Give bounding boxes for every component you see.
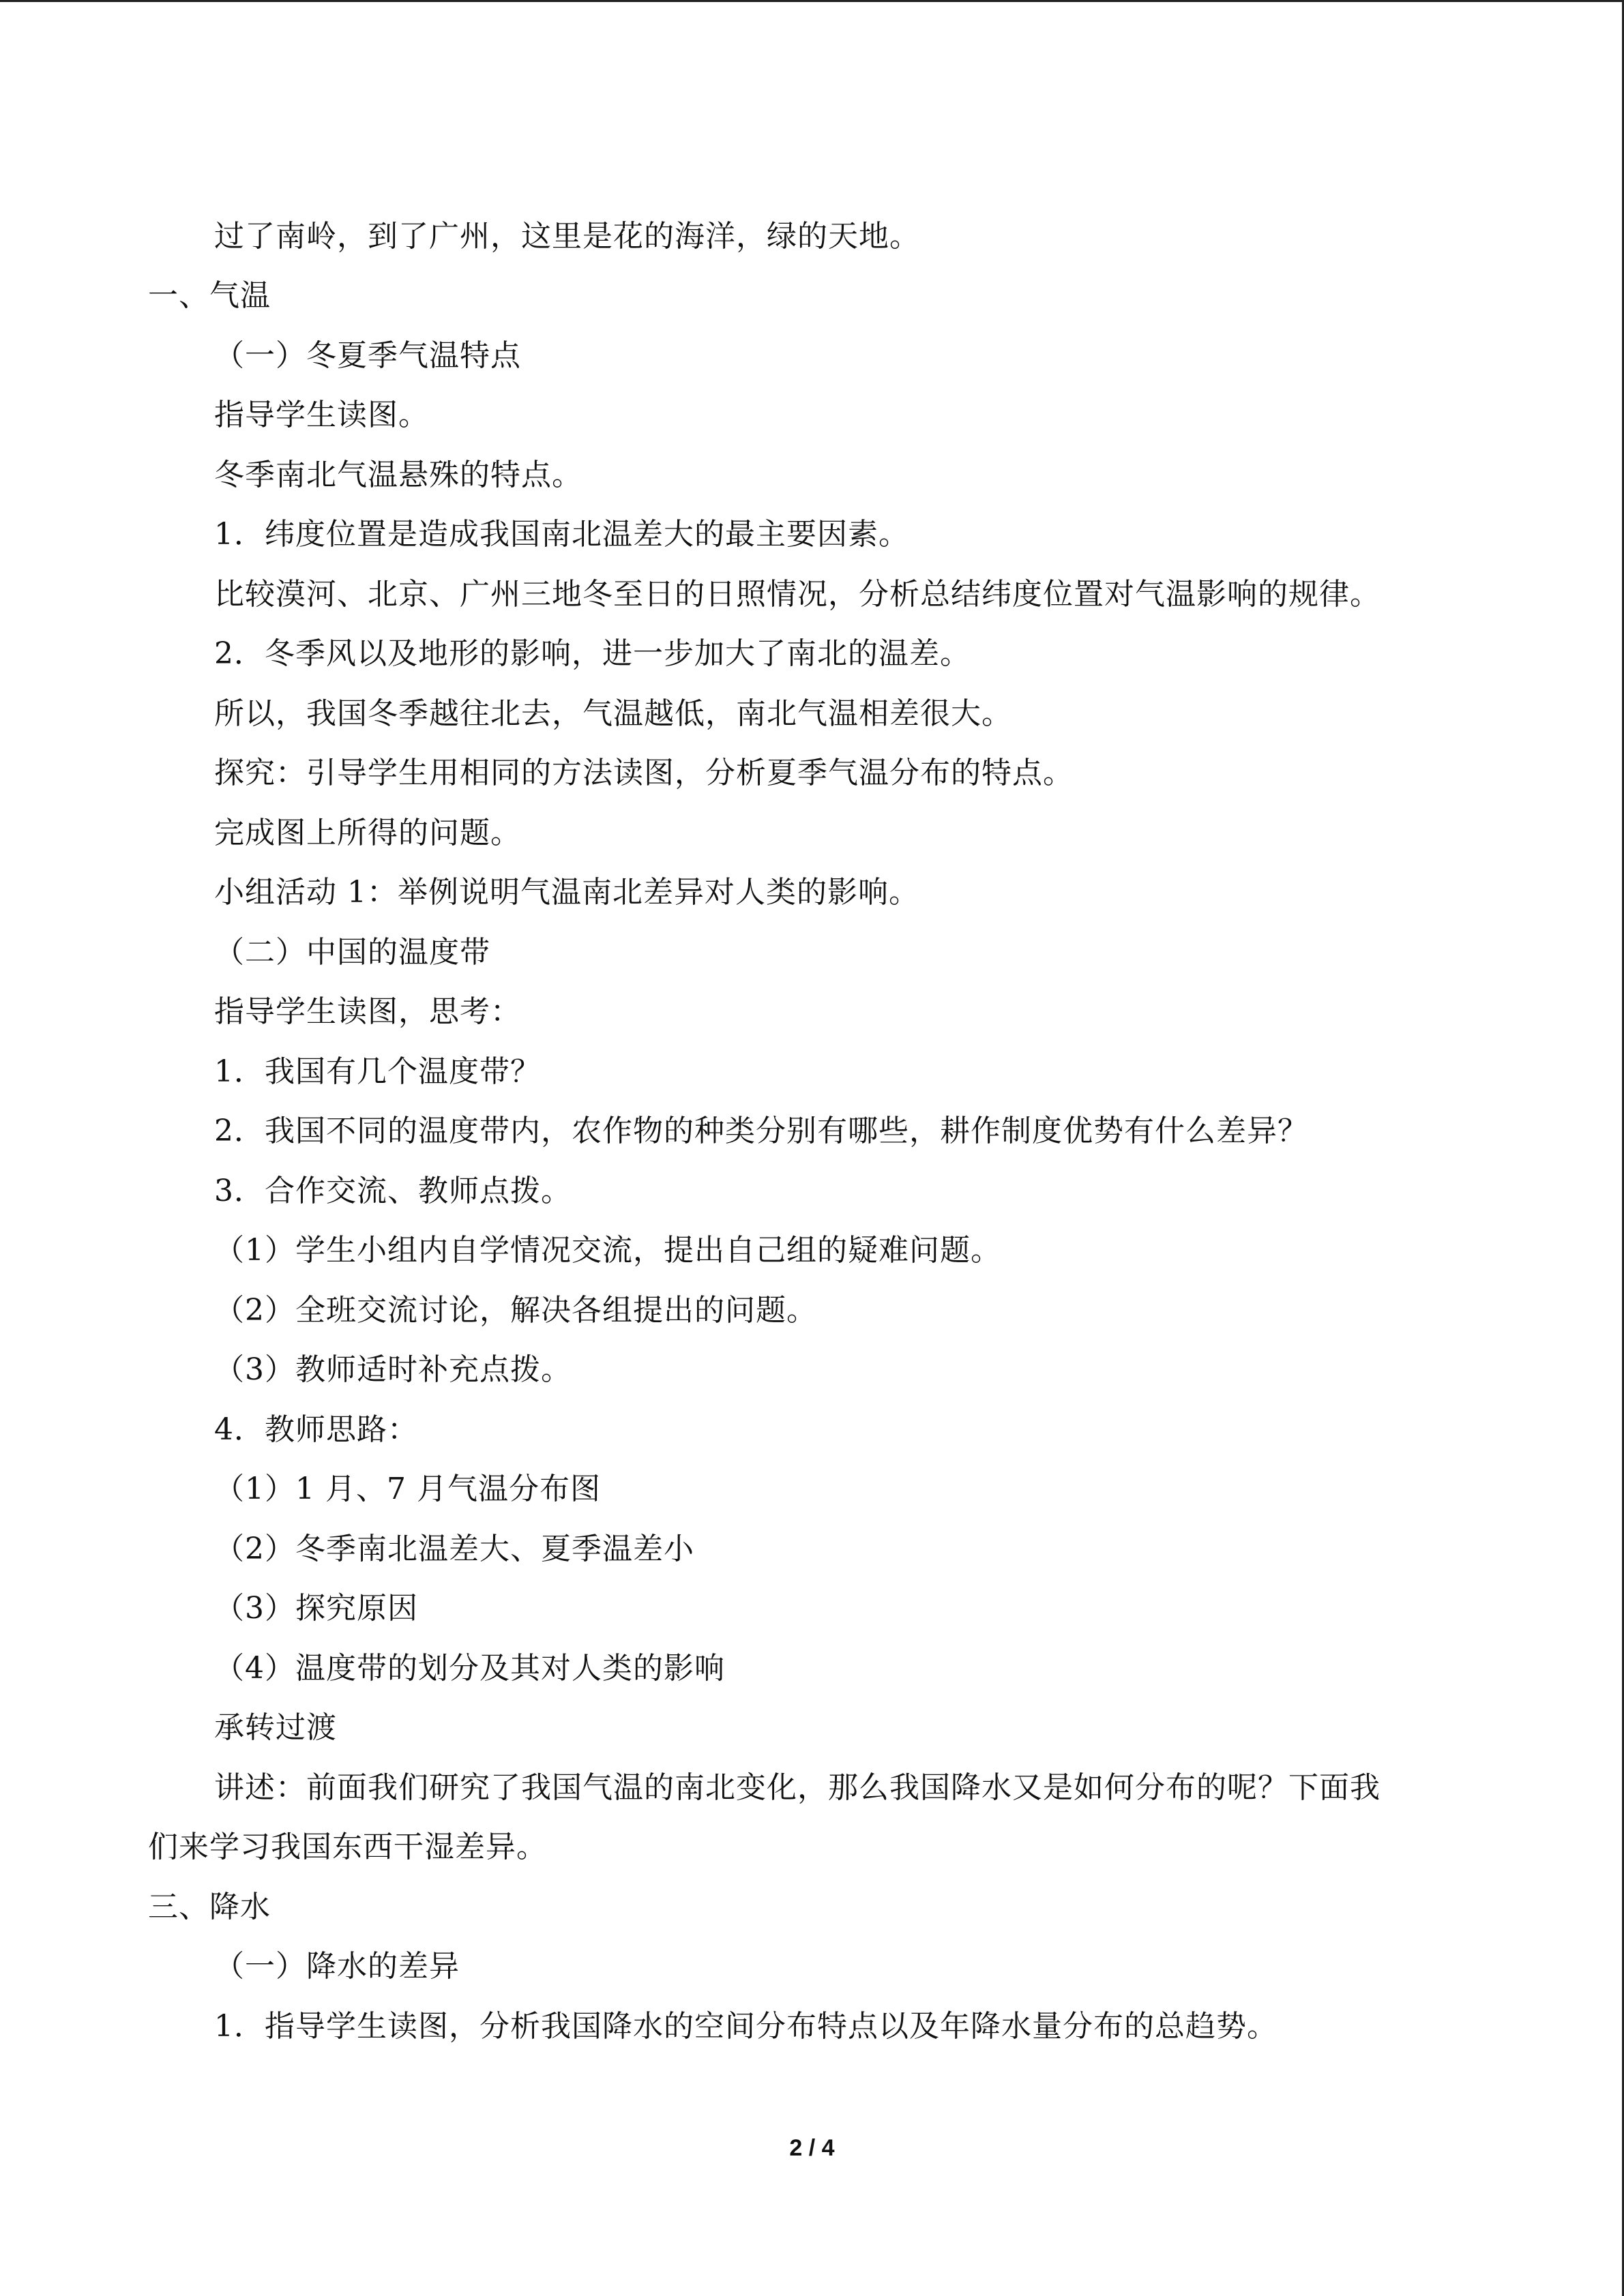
numbered-item: 1．指导学生读图，分析我国降水的空间分布特点以及年降水量分布的总趋势。 <box>214 2009 1278 2044</box>
paragraph-line: 小组活动 1：举例说明气温南北差异对人类的影响。 <box>214 875 919 910</box>
paragraph-line: 讲述：前面我们研究了我国气温的南北变化，那么我国降水又是如何分布的呢？下面我 <box>214 1770 1381 1805</box>
sub-item: （1）1 月、7 月气温分布图 <box>214 1472 601 1506</box>
sub-item: （1）学生小组内自学情况交流，提出自己组的疑难问题。 <box>214 1233 1001 1268</box>
numbered-item: 1．纬度位置是造成我国南北温差大的最主要因素。 <box>214 517 909 552</box>
numbered-item: 2．冬季风以及地形的影响，进一步加大了南北的温差。 <box>214 636 971 671</box>
sub-item: （4）温度带的划分及其对人类的影响 <box>214 1651 725 1686</box>
paragraph-line: 探究：引导学生用相同的方法读图，分析夏季气温分布的特点。 <box>214 756 1074 790</box>
sub-item: （2）冬季南北温差大、夏季温差小 <box>214 1532 694 1566</box>
page-border-top <box>0 0 1624 2</box>
paragraph-line: 冬季南北气温悬殊的特点。 <box>214 458 582 492</box>
subsection-heading: （一）冬夏季气温特点 <box>214 338 521 373</box>
paragraph-line: 所以，我国冬季越往北去，气温越低，南北气温相差很大。 <box>214 696 1012 731</box>
section-heading: 一、气温 <box>148 278 271 313</box>
paragraph-line: 指导学生读图，思考： <box>214 994 521 1029</box>
paragraph-line: 过了南岭，到了广州，这里是花的海洋，绿的天地。 <box>214 219 920 254</box>
paragraph-line: 比较漠河、北京、广州三地冬至日的日照情况，分析总结纬度位置对气温影响的规律。 <box>214 577 1381 612</box>
paragraph-line: 完成图上所得的问题。 <box>214 816 521 850</box>
numbered-item: 1．我国有几个温度带？ <box>214 1054 541 1089</box>
subsection-heading: （一）降水的差异 <box>214 1949 460 1984</box>
numbered-item: 3．合作交流、教师点拨。 <box>214 1174 572 1208</box>
numbered-item: 2．我国不同的温度带内，农作物的种类分别有哪些，耕作制度优势有什么差异？ <box>214 1114 1308 1148</box>
paragraph-line: 们来学习我国东西干湿差异。 <box>148 1830 547 1864</box>
sub-item: （3）探究原因 <box>214 1591 418 1626</box>
sub-item: （2）全班交流讨论，解决各组提出的问题。 <box>214 1293 817 1328</box>
page-number: 2 / 4 <box>789 2135 835 2161</box>
sub-item: （3）教师适时补充点拨。 <box>214 1352 572 1387</box>
paragraph-line: 指导学生读图。 <box>214 398 429 432</box>
numbered-item: 4．教师思路： <box>214 1412 418 1447</box>
paragraph-line: 承转过渡 <box>214 1710 337 1745</box>
subsection-heading: （二）中国的温度带 <box>214 935 490 970</box>
section-heading: 三、降水 <box>148 1890 271 1924</box>
